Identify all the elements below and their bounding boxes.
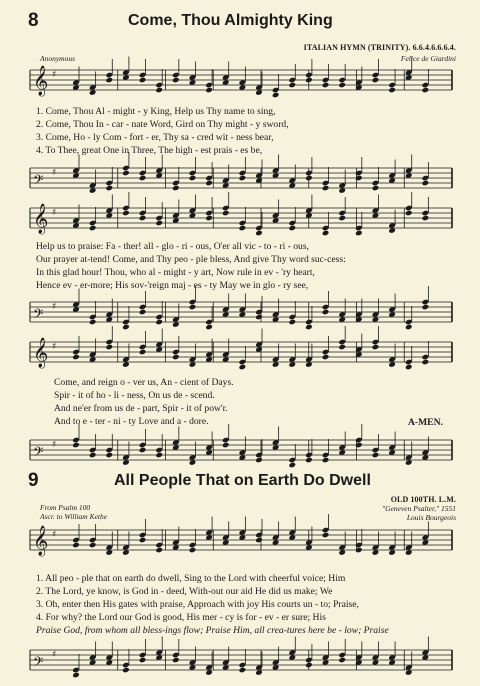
hymn-number: 8 (28, 10, 39, 31)
lyric-line: 3. Oh, enter then His gates with praise, Approach with joy His courts un - to; Praise, (36, 599, 359, 610)
svg-text:𝄢: 𝄢 (33, 172, 44, 191)
lyric-line: 1. All peo - ple that on earth do dwell, Sing to the Lord with cheerful voice; Him (36, 573, 346, 584)
lyric-line: 2. Come, Thou In - car - nate Word, Gird on Thy might - y sword, (36, 119, 289, 130)
tune-name: ITALIAN HYMN (TRINITY). 6.6.4.6.6.6.4. (303, 43, 456, 52)
source-credit: "Geneven Psalter," 1551 (382, 504, 456, 513)
hymn-number: 9 (28, 470, 39, 491)
treble-staff (0, 520, 480, 580)
treble-staff (0, 332, 480, 382)
author-credit: Ascr. to William Kethe (40, 512, 108, 521)
lyric-line: 3. Come, Ho - ly Com - fort - er, Thy sa - cred wit - ness bear, (36, 132, 274, 143)
svg-text:♯: ♯ (52, 530, 57, 540)
lyrics-block (36, 242, 346, 294)
author-credit: Anonymous (40, 54, 75, 63)
lyric-line: 4. To Thee, great One in Three, The high - est prais - es be, (36, 145, 263, 156)
lyric-line: 4. For why? the Lord our God is good, His mer - cy is for - ev - er sure; His (36, 612, 326, 623)
svg-text:♯: ♯ (52, 208, 57, 218)
svg-text:𝄞: 𝄞 (33, 66, 49, 96)
lyric-line: And ne'er from us de - part, Spir - it of pow'r. (54, 403, 228, 414)
svg-text:𝄢: 𝄢 (33, 444, 44, 463)
lyric-line: And to e - ter - ni - ty Love and a - dore. (54, 416, 209, 427)
bass-staff (0, 640, 480, 686)
lyric-line: 2. The Lord, ye know, is God in - deed, With-out our aid He did us make; We (36, 586, 333, 597)
lyrics-block (54, 378, 234, 430)
lyric-line: Our prayer at-tend! Come, and Thy peo - ple bless, And give Thy word suc-cess: (36, 254, 346, 265)
svg-text:𝄢: 𝄢 (33, 654, 44, 673)
lyric-line: In this glad hour! Thou, who al - might - y art, Now rule in ev - 'ry heart, (36, 267, 315, 278)
source-credit: From Psalm 100 (40, 503, 91, 512)
tune-name: OLD 100TH. L.M. (390, 495, 456, 504)
lyric-line: Come, and reign o - ver us, An - cient of Days. (54, 377, 234, 388)
lyric-line: Help us to praise: Fa - ther! all - glo - ri - ous, O'er all vic - to - ri - ous, (36, 241, 309, 252)
svg-text:𝄞: 𝄞 (33, 526, 49, 556)
svg-text:𝄞: 𝄞 (33, 204, 49, 234)
svg-text:♯: ♯ (52, 650, 57, 660)
composer-credit: Louis Bourgeois (406, 513, 456, 522)
svg-text:♯: ♯ (52, 342, 57, 352)
svg-text:𝄢: 𝄢 (33, 306, 44, 325)
svg-text:𝄞: 𝄞 (33, 338, 49, 368)
hymn-title: Come, Thou Almighty King (128, 12, 333, 29)
lyric-line: Spir - it of ho - li - ness, On us de - scend. (54, 390, 215, 401)
hymn-title: All People That on Earth Do Dwell (114, 472, 371, 489)
lyric-line: Hence ev - er-more; His sov-'reign maj - es - ty May we in glo - ry see, (36, 280, 309, 291)
doxology-line: Praise God, from whom all bless-ings flow; Praise Him, all crea-tures here be - low; Praise (36, 625, 389, 636)
svg-text:♯: ♯ (52, 302, 57, 312)
lyrics-block (36, 574, 389, 639)
amen-label: A-MEN. (408, 417, 443, 428)
lyric-line: 1. Come, Thou Al - might - y King, Help us Thy name to sing, (36, 106, 276, 117)
svg-text:♯: ♯ (52, 168, 57, 178)
composer-credit: Felice de Giardini (400, 54, 456, 63)
lyrics-block (36, 107, 289, 159)
svg-text:♯: ♯ (52, 70, 57, 80)
svg-text:♯: ♯ (52, 440, 57, 450)
